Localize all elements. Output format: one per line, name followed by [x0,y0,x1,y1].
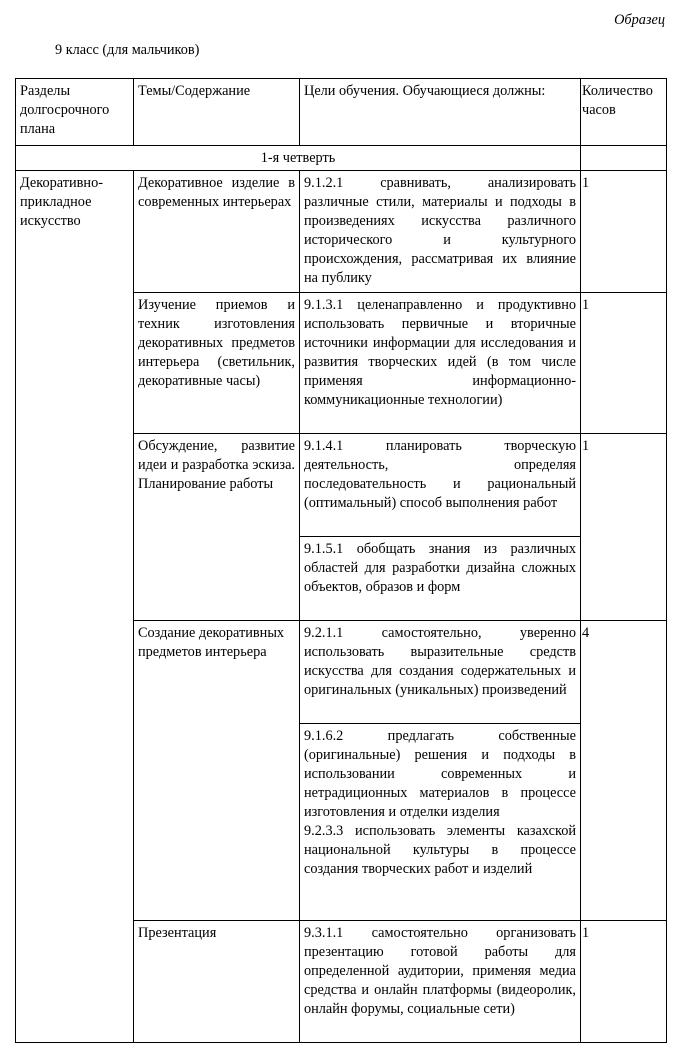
topic-cell: Создание декоративных предметов интерьера [134,621,300,921]
section-name: Декоративно-прикладное искусство [16,171,134,1043]
long-term-plan-table [15,78,667,1043]
quarter-row [16,146,667,171]
goal-text: 9.1.6.2 предлагать собственные (оригинальные) решения и подходы в использовании современных и нетрадиционных материалов в процессе изготовления и отделки изделия [304,728,576,820]
topic-cell: Изучение приемов и техник изготовления декоративных предметов интерьера (светильник, декоративные часы) [134,293,300,434]
goal-cell: 9.1.4.1 планировать творческую деятельность, определяя последовательность и рациональный (оптимальный) способ выполнения работ [300,434,581,537]
hours-cell: 4 [581,621,667,921]
goal-cell: 9.1.5.1 обобщать знания из различных областей для разработки дизайна сложных объектов, образов и форм [300,537,581,621]
hours-cell: 1 [581,293,667,434]
quarter-hours-cell [581,146,667,171]
header-row [16,79,667,146]
goal-text: 9.2.3.3 использовать элементы казахской национальной культуры в процессе создания творческих работ и изделий [304,823,576,877]
topic-cell: Обсуждение, развитие идеи и разработка эскиза. Планирование работы [134,434,300,621]
hours-cell: 1 [581,434,667,621]
hours-cell: 1 [581,171,667,293]
topic-cell: Презентация [134,921,300,1043]
header-topics: Темы/Содержание [134,79,300,146]
goal-cell: 9.1.3.1 целенаправленно и продуктивно использовать первичные и вторичные источники информации для исследования и развития творческих идей (в том числе применяя информационно-коммуникационные технологии) [300,293,581,434]
table-row [16,171,667,293]
topic-cell: Декоративное изделие в современных интерьерах [134,171,300,293]
goal-cell: 9.3.1.1 самостоятельно организовать презентацию готовой работы для определенной аудитории, применяя медиа средства и онлайн платформы (видеоролик, онлайн форумы, социальные сети) [300,921,581,1043]
sample-label: Образец [614,12,665,28]
goal-cell [300,724,581,921]
goal-cell: 9.1.2.1 сравнивать, анализировать различные стили, материалы и подходы в произведениях искусства различного исторического и культурного происхождения, рассматривая их влияние на публику [300,171,581,293]
header-hours: Количество часов [581,79,667,146]
header-section: Разделы долгосрочного плана [16,79,134,146]
hours-cell: 1 [581,921,667,1043]
header-goals: Цели обучения. Обучающиеся должны: [300,79,581,146]
goal-cell: 9.2.1.1 самостоятельно, уверенно использовать выразительные средств искусства для создания содержательных и оригинальных (уникальных) произведений [300,621,581,724]
quarter-label: 1-я четверть [16,146,581,171]
grade-title: 9 класс (для мальчиков) [55,42,200,58]
